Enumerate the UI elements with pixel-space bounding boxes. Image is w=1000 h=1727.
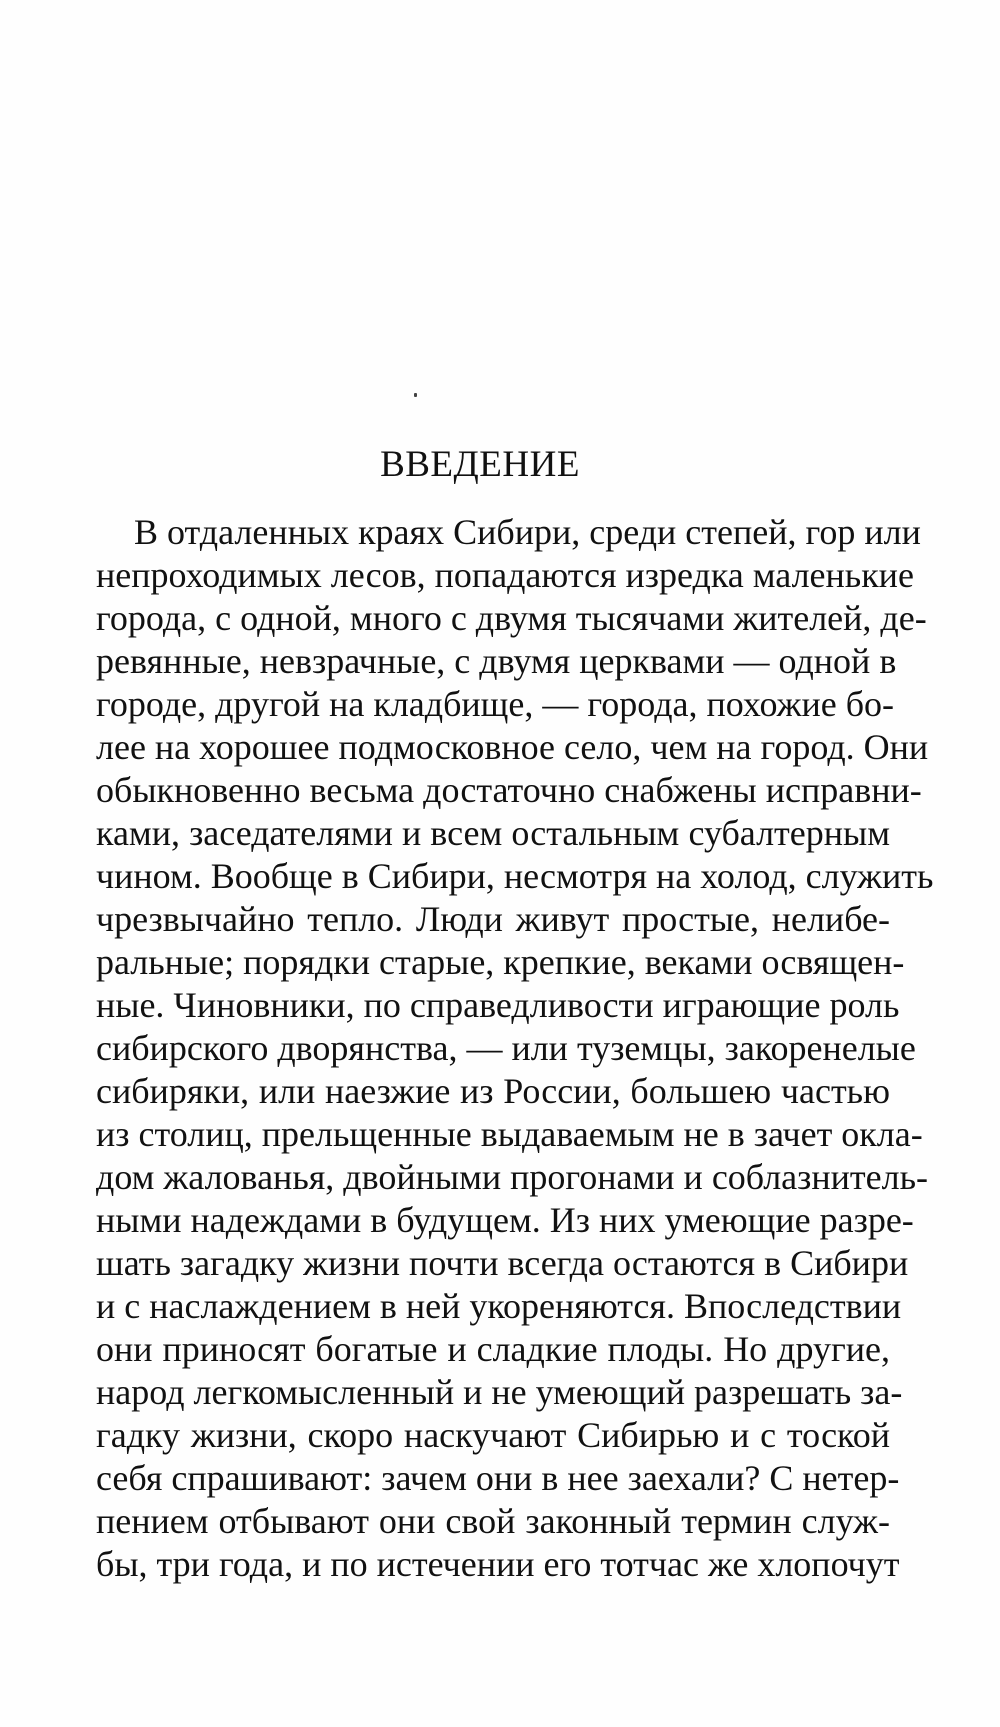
text-line: чином. Вообще в Сибири, несмотря на холод, служить [96, 856, 934, 896]
text-line: сибиряки, или наезжие из России, большею частью [96, 1071, 890, 1111]
text-line: городе, другой на кладбище, — города, похожие бо- [96, 684, 895, 724]
text-line: дом жалованья, двойными прогонами и соблазнитель- [96, 1157, 928, 1197]
text-line: непроходимых лесов, попадаются изредка маленькие [96, 555, 914, 595]
text-line: гадку жизни, скоро наскучают Сибирью и с тоской [96, 1415, 890, 1455]
chapter-title: ВВЕДЕНИЕ [380, 444, 580, 485]
text-line: ные. Чиновники, по справедливости играющие роль [96, 985, 900, 1025]
text-line: и с наслаждением в ней укореняются. Впоследствии [96, 1286, 902, 1326]
text-line: ральные; порядки старые, крепкие, веками освящен- [96, 942, 905, 982]
text-line: народ легкомысленный и не умеющий разрешать за- [96, 1372, 903, 1412]
text-line: себя спрашивают: зачем они в нее заехали? С нетер- [96, 1458, 900, 1498]
text-line: обыкновенно весьма достаточно снабжены исправни- [96, 770, 922, 810]
text-line: ревянные, невзрачные, с двумя церквами — одной в [96, 641, 897, 681]
text-line: шать загадку жизни почти всегда остаются в Сибири [96, 1243, 909, 1283]
text-line: они приносят богатые и сладкие плоды. Но другие, [96, 1329, 890, 1369]
text-line: чрезвычайно тепло. Люди живут простые, нелибе- [96, 899, 890, 939]
text-line: сибирского дворянства, — или туземцы, закоренелые [96, 1028, 916, 1068]
text-line: ными надеждами в будущем. Из них умеющие разре- [96, 1200, 914, 1240]
text-line: В отдаленных краях Сибири, среди степей, гор или [134, 512, 921, 552]
text-line: города, с одной, много с двумя тысячами жителей, де- [96, 598, 927, 638]
text-line: лее на хорошее подмосковное село, чем на город. Они [96, 727, 929, 767]
print-speck [414, 393, 417, 397]
text-line: бы, три года, и по истечении его тотчас же хлопочут [96, 1544, 900, 1584]
text-line: пением отбывают они свой законный термин служ- [96, 1501, 890, 1541]
text-line: ками, заседателями и всем остальным субалтерным [96, 813, 890, 853]
text-line: из столиц, прельщенные выдаваемым не в зачет окла- [96, 1114, 923, 1154]
